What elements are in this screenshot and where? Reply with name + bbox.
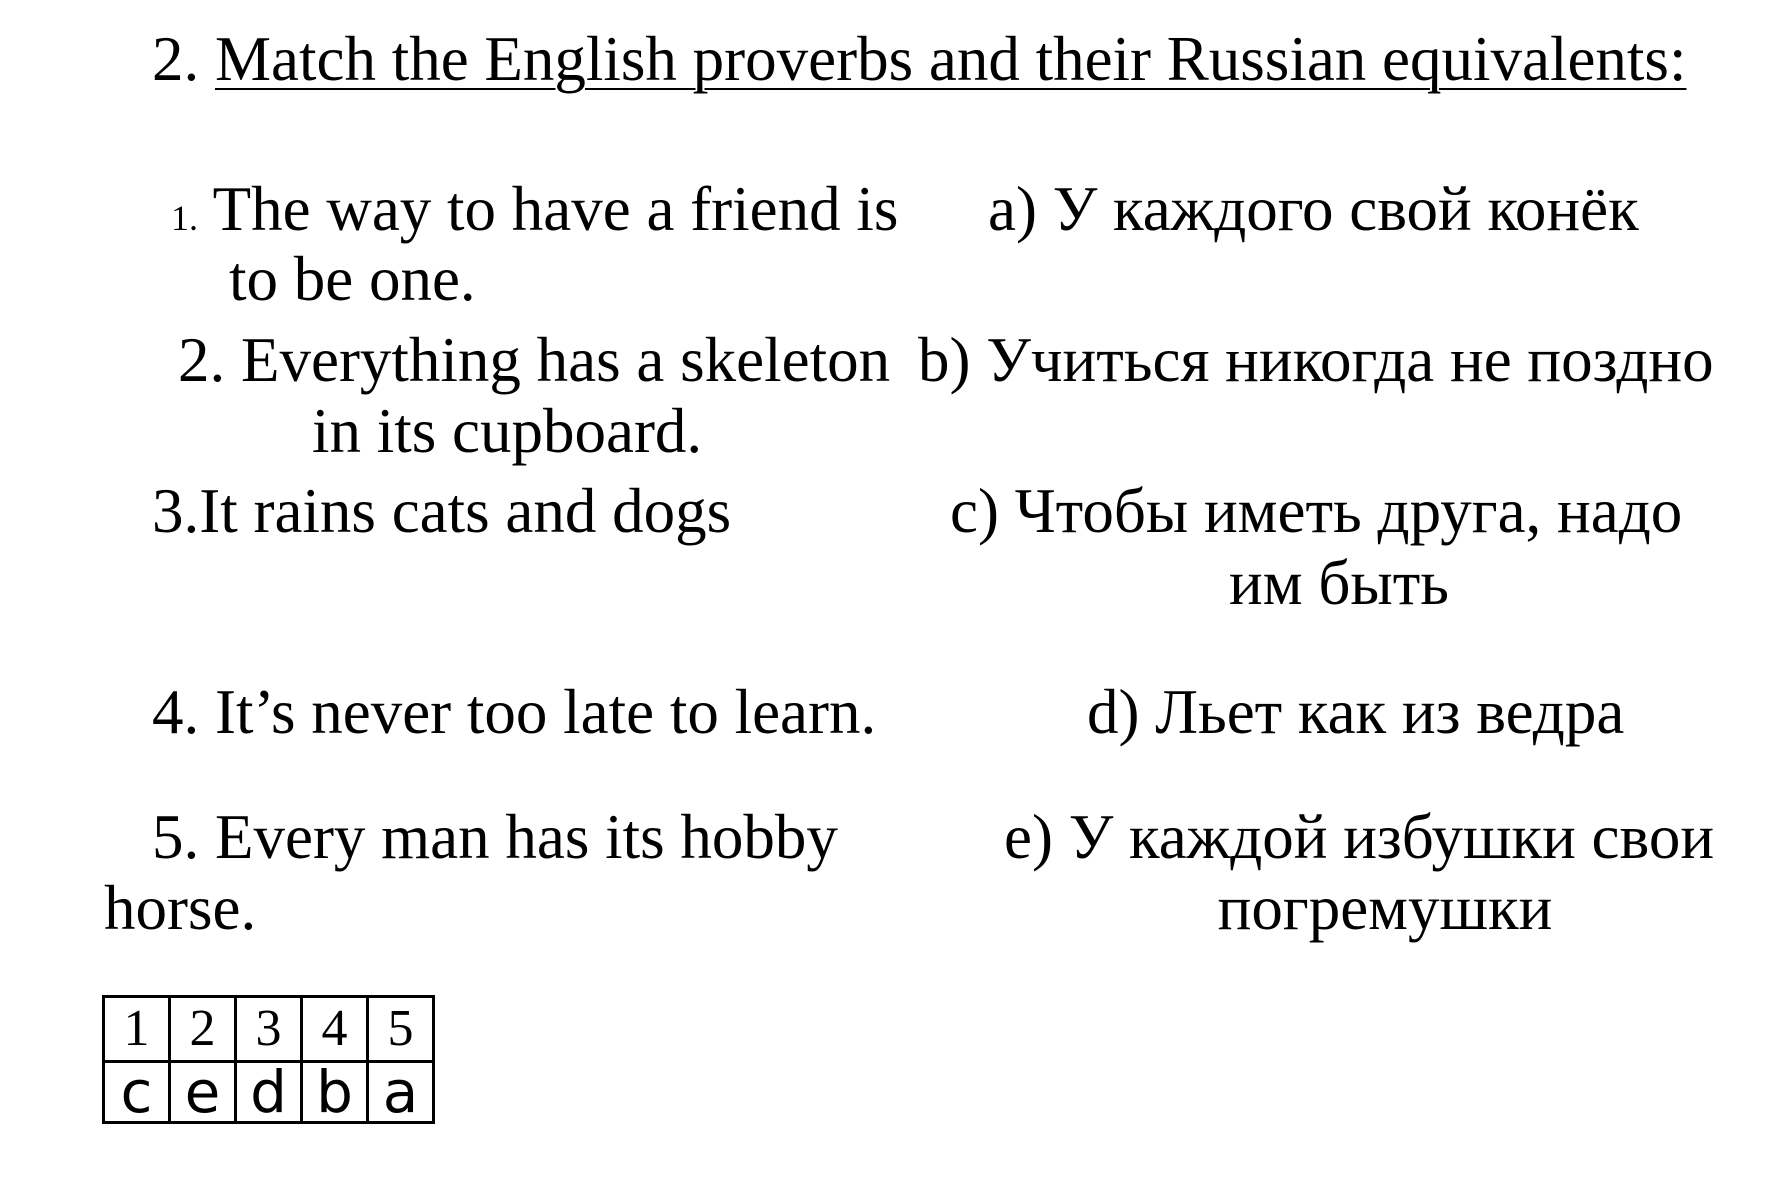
russian-equivalent-a: a) У каждого свой конёк — [988, 174, 1639, 244]
english-proverb-1-continuation: to be one. — [229, 244, 476, 314]
russian-equivalent-b: b) Учиться никогда не поздно — [918, 325, 1714, 395]
english-proverb-1-text: The way to have a friend is — [212, 174, 899, 244]
russian-equivalent-c-continuation: им быть — [1229, 548, 1449, 618]
answer-header-3: 3 — [236, 997, 302, 1062]
answer-cell-3: d — [236, 1062, 302, 1123]
russian-equivalent-d: d) Льет как из ведра — [1087, 677, 1625, 747]
russian-equivalent-c: c) Чтобы иметь друга, надо — [950, 476, 1683, 546]
english-proverb-3-text: It rains cats and dogs — [199, 476, 732, 546]
english-proverb-5-text: Every man has its hobby — [215, 802, 838, 872]
russian-equivalent-e: e) У каждой избушки свои — [1004, 802, 1715, 872]
answer-cell-4: b — [302, 1062, 368, 1123]
russian-equivalent-e-continuation: погремушки — [1217, 873, 1553, 943]
english-proverb-2-text: Everything has a skeleton — [241, 325, 891, 395]
english-proverb-4-number: 4. — [152, 677, 200, 747]
english-proverb-5-number: 5. — [152, 802, 200, 872]
english-proverb-4-text: It’s never too late to learn. — [215, 677, 877, 747]
answer-table — [102, 995, 435, 1124]
english-proverb-3 — [152, 476, 732, 546]
task-number: 2. — [152, 24, 200, 94]
english-proverb-5-continuation: horse. — [104, 873, 257, 943]
task-title — [152, 24, 1687, 94]
answer-cell-1: c — [104, 1062, 170, 1123]
answer-cell-2: e — [170, 1062, 236, 1123]
english-proverb-4 — [152, 677, 877, 747]
english-proverb-2-continuation: in its cupboard. — [312, 396, 703, 466]
english-proverb-2 — [178, 325, 891, 395]
english-proverb-1-number: 1. — [171, 198, 198, 238]
english-proverb-3-number: 3. — [152, 476, 200, 546]
english-proverb-5 — [152, 802, 838, 872]
task-instruction: Match the English proverbs and their Russian equivalents: — [215, 24, 1687, 94]
answer-header-1: 1 — [104, 997, 170, 1062]
answer-header-2: 2 — [170, 997, 236, 1062]
answer-cell-5: a — [368, 1062, 434, 1123]
answer-header-4: 4 — [302, 997, 368, 1062]
english-proverb-2-number: 2. — [178, 325, 226, 395]
answer-table-answer-row — [104, 1062, 434, 1123]
answer-header-5: 5 — [368, 997, 434, 1062]
english-proverb-1 — [171, 174, 899, 244]
answer-table-header-row — [104, 997, 434, 1062]
